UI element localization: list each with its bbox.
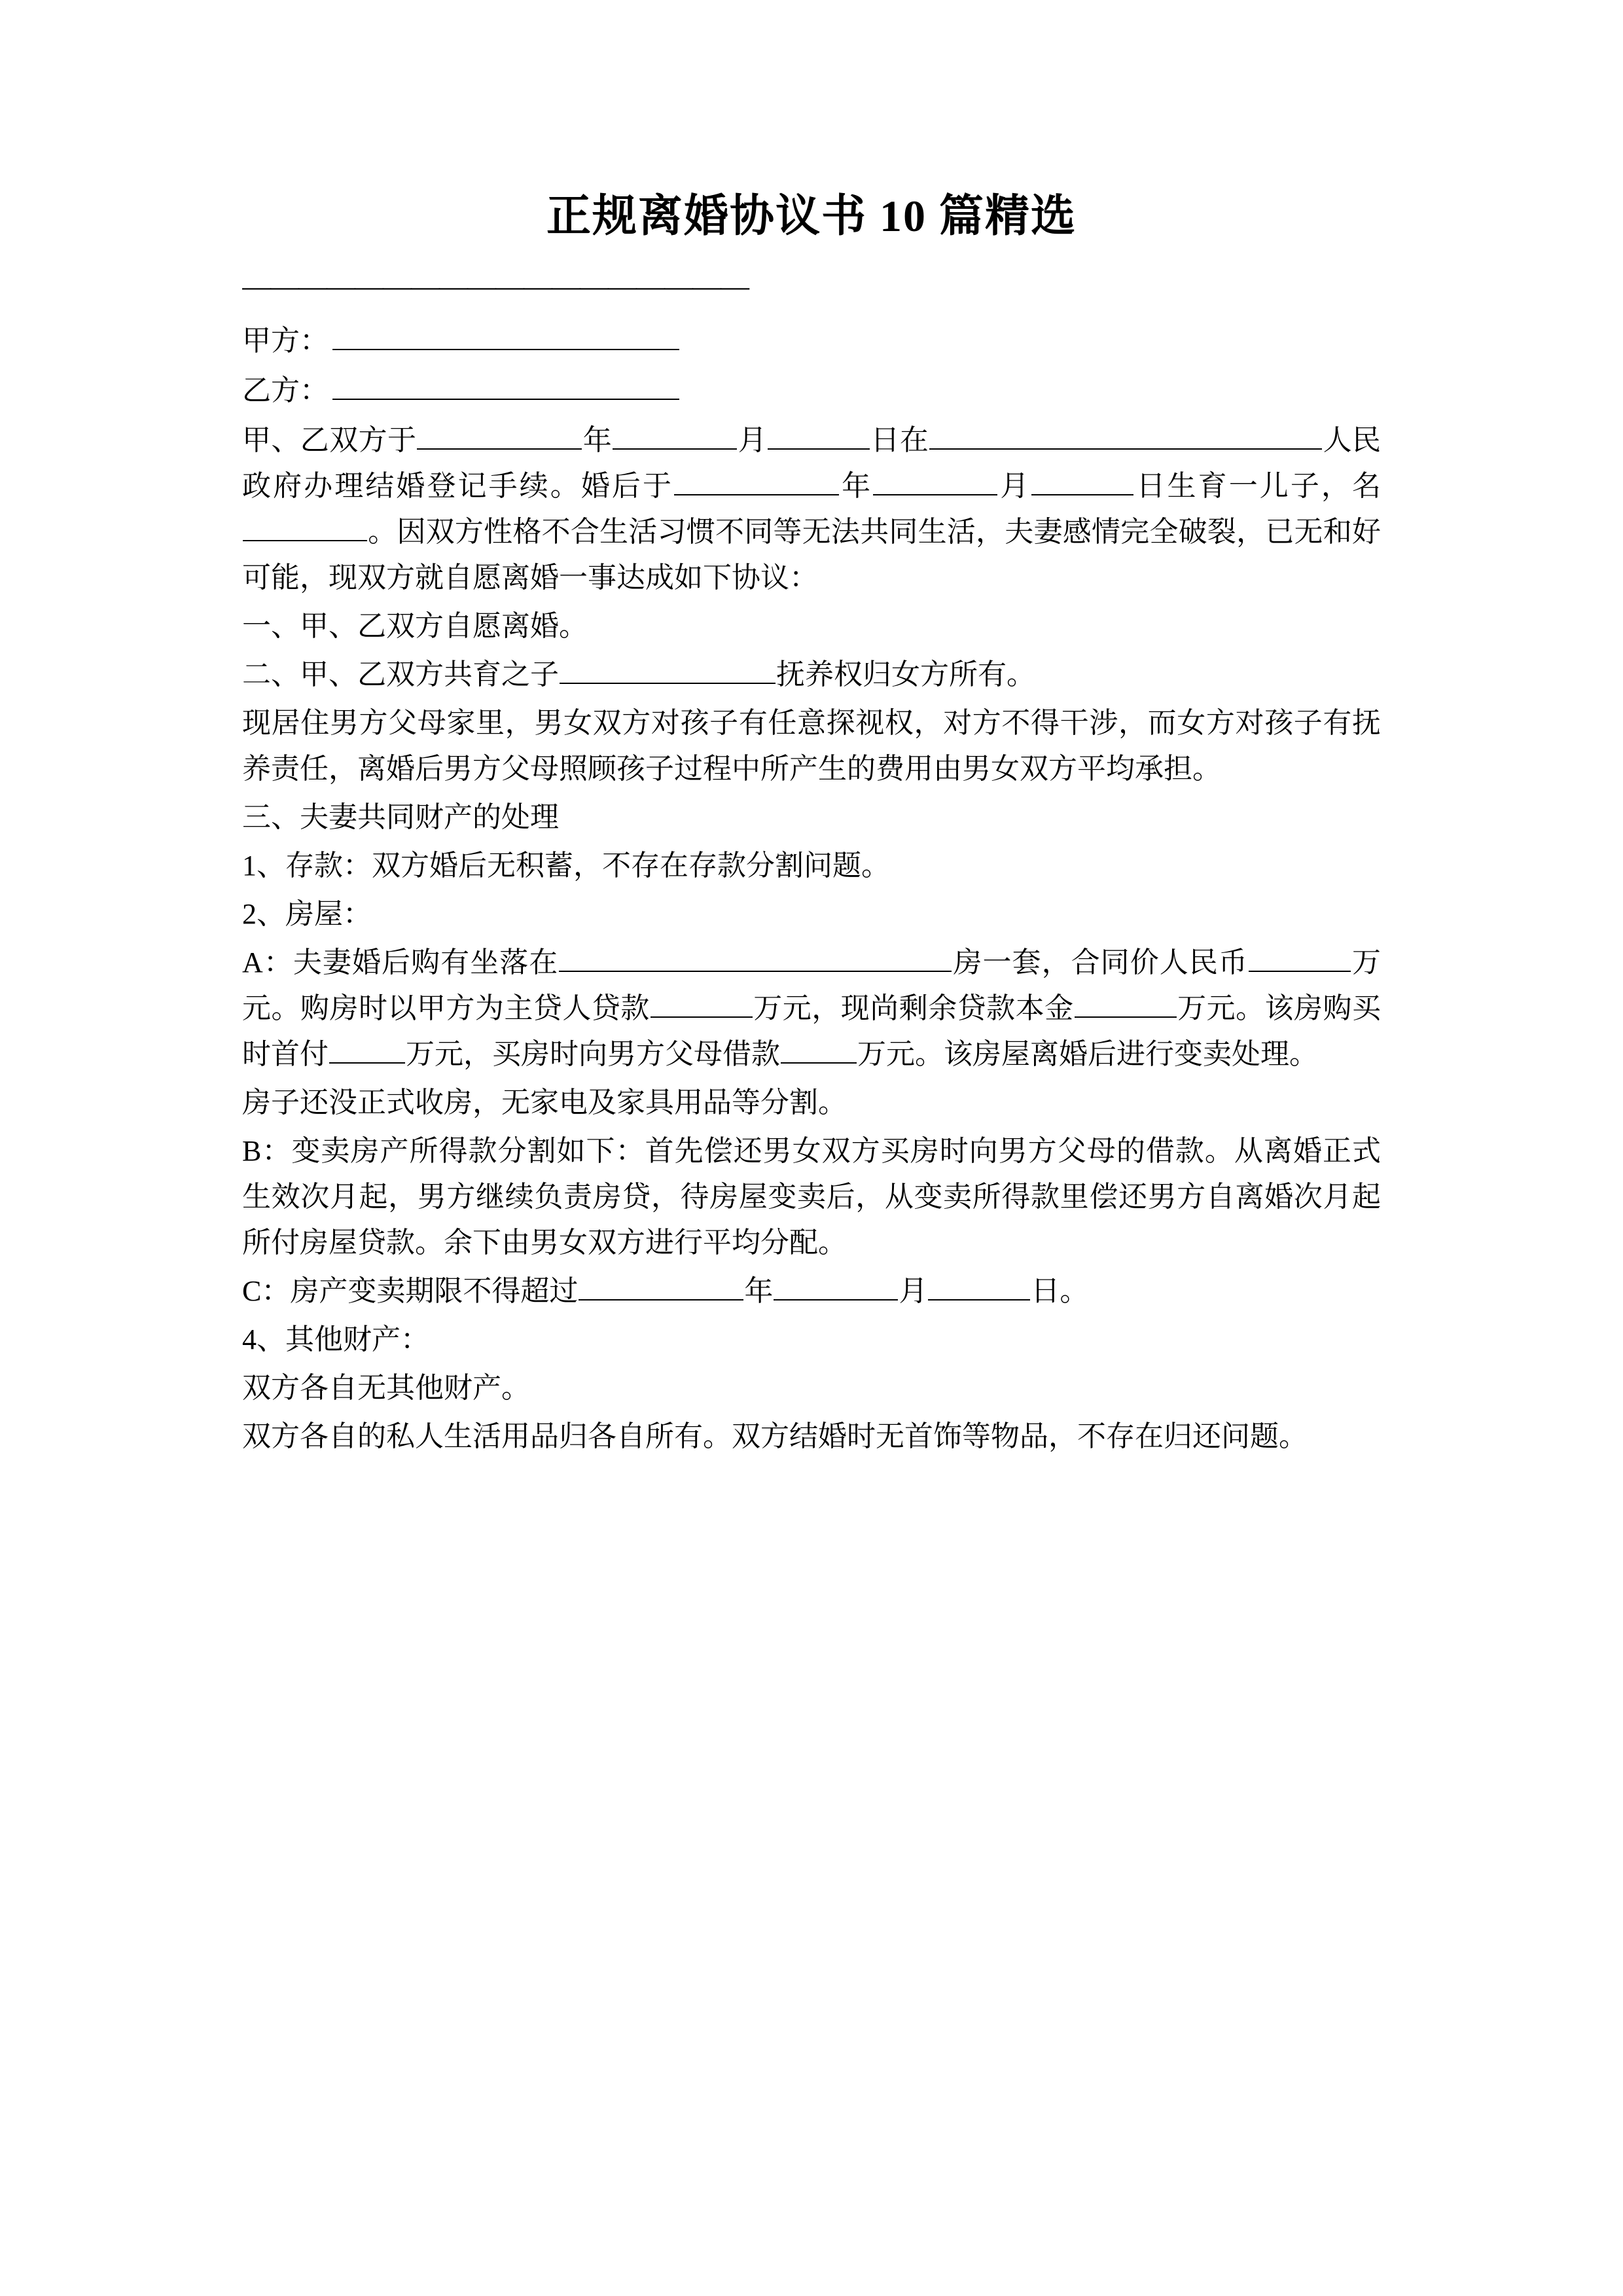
paragraph-preamble-1 bbox=[242, 418, 1381, 601]
paragraph-text: 年 bbox=[744, 1274, 774, 1307]
paragraph-text: A：夫妻婚后购有坐落在 bbox=[242, 946, 559, 978]
fill-in-blank[interactable] bbox=[768, 421, 870, 450]
paragraph-text: 日。 bbox=[1031, 1274, 1089, 1307]
paragraph-text: 房一套，合同价人民币 bbox=[952, 946, 1248, 978]
paragraph-clause-3-4-b bbox=[242, 1414, 1381, 1460]
title-divider: —————————————————— bbox=[242, 272, 749, 302]
paragraph-clause-1 bbox=[242, 603, 1381, 649]
party-label: 乙方： bbox=[242, 374, 329, 406]
paragraph-text: 月 bbox=[899, 1274, 928, 1307]
party-field-jiafang bbox=[242, 318, 1381, 364]
paragraph-text: 日生育一儿子，名 bbox=[1134, 469, 1382, 502]
paragraph-clause-3-4 bbox=[242, 1317, 1381, 1363]
party-blank-input[interactable] bbox=[332, 323, 679, 350]
paragraph-text: 日在 bbox=[870, 423, 929, 456]
paragraph-text: 万元，现尚剩余贷款本金 bbox=[753, 992, 1074, 1024]
fill-in-blank[interactable] bbox=[1075, 989, 1177, 1018]
body-paragraphs bbox=[242, 418, 1381, 1460]
fill-in-blank[interactable] bbox=[329, 1035, 405, 1064]
fill-in-blank[interactable] bbox=[651, 989, 753, 1018]
spacer bbox=[242, 309, 1381, 318]
paragraph-clause-3-2-B bbox=[242, 1128, 1381, 1266]
fill-in-blank[interactable] bbox=[1249, 943, 1351, 972]
fill-in-blank[interactable] bbox=[781, 1035, 857, 1064]
paragraph-text: B：变卖房产所得款分割如下：首先偿还男女双方买房时向男方父母的借款。从离婚正式生效次月起，男方继续负责房贷，待房屋变卖后，从变卖所得款里偿还男方自离婚次月起所付房屋贷款。余下由男女双方进行平均分配。 bbox=[242, 1134, 1381, 1259]
paragraph-text: 二、甲、乙双方共育之子 bbox=[242, 658, 559, 691]
paragraph-text: 月 bbox=[998, 469, 1031, 502]
fill-in-blank[interactable] bbox=[579, 1272, 743, 1300]
fill-in-blank[interactable] bbox=[674, 467, 839, 495]
paragraph-text: 一、甲、乙双方自愿离婚。 bbox=[242, 609, 588, 642]
paragraph-text: 双方各自无其他财产。 bbox=[242, 1371, 530, 1404]
party-blank-input[interactable] bbox=[332, 372, 679, 400]
fill-in-blank[interactable] bbox=[873, 467, 997, 495]
page-title: 正规离婚协议书 10 篇精选 bbox=[546, 191, 1077, 241]
paragraph-text: C：房产变卖期限不得超过 bbox=[242, 1274, 579, 1307]
fill-in-blank[interactable] bbox=[1031, 467, 1133, 495]
fill-in-blank[interactable] bbox=[928, 1272, 1030, 1300]
paragraph-text: 。因双方性格不合生活习惯不同等无法共同生活，夫妻感情完全破裂，已无和好可能，现双方就自愿离婚一事达成如下协议： bbox=[242, 515, 1381, 594]
paragraph-text: 年 bbox=[840, 469, 873, 502]
fill-in-blank[interactable] bbox=[613, 421, 737, 450]
paragraph-clause-2 bbox=[242, 652, 1381, 698]
paragraph-clause-3-4-a bbox=[242, 1365, 1381, 1411]
paragraph-clause-3 bbox=[242, 795, 1381, 840]
fill-in-blank[interactable] bbox=[417, 421, 582, 450]
paragraph-clause-3-2-note bbox=[242, 1080, 1381, 1126]
paragraph-text: 甲、乙双方于 bbox=[242, 423, 417, 456]
paragraph-text: 万元。该房购买时首付 bbox=[242, 992, 1382, 1070]
fill-in-blank[interactable] bbox=[243, 512, 367, 541]
paragraph-text: 现居住男方父母家里，男女双方对孩子有任意探视权，对方不得干涉，而女方对孩子有抚养责任，离婚后男方父母照顾孩子过程中所产生的费用由男女双方平均承担。 bbox=[242, 706, 1381, 785]
paragraph-text: 人民政府办理结婚登记手续。婚后于 bbox=[242, 423, 1382, 502]
paragraph-text: 抚养权归女方所有。 bbox=[776, 658, 1035, 691]
fill-in-blank[interactable] bbox=[559, 943, 952, 972]
paragraph-text: 1、存款：双方婚后无积蓄，不存在存款分割问题。 bbox=[242, 849, 890, 882]
paragraph-clause-3-2-C bbox=[242, 1268, 1381, 1314]
fill-in-blank[interactable] bbox=[774, 1272, 898, 1300]
paragraph-text: 三、夫妻共同财产的处理 bbox=[242, 800, 559, 833]
paragraph-text: 万元。该房屋离婚后进行变卖处理。 bbox=[857, 1037, 1318, 1070]
paragraph-text: 房子还没正式收房，无家电及家具用品等分割。 bbox=[242, 1086, 847, 1119]
party-field-yifang bbox=[242, 368, 1381, 414]
paragraph-clause-2-detail bbox=[242, 700, 1381, 792]
document-content bbox=[242, 0, 1381, 1462]
paragraph-text: 4、其他财产： bbox=[242, 1323, 429, 1355]
paragraph-text: 万元，买房时向男方父母借款 bbox=[406, 1037, 780, 1070]
paragraph-text: 2、房屋： bbox=[242, 897, 372, 930]
paragraph-text: 双方各自的私人生活用品归各自所有。双方结婚时无首饰等物品，不存在归还问题。 bbox=[242, 1420, 1308, 1452]
paragraph-clause-3-2 bbox=[242, 891, 1381, 937]
paragraph-text: 万元。购房时以甲方为主贷人贷款 bbox=[242, 946, 1382, 1024]
party-label: 甲方： bbox=[242, 324, 329, 357]
fill-in-blank[interactable] bbox=[560, 655, 776, 684]
paragraph-text: 月 bbox=[738, 423, 768, 456]
paragraph-clause-3-1 bbox=[242, 843, 1381, 889]
paragraph-clause-3-2-A bbox=[242, 940, 1381, 1077]
paragraph-text: 年 bbox=[582, 423, 613, 456]
fill-in-blank[interactable] bbox=[929, 421, 1322, 450]
